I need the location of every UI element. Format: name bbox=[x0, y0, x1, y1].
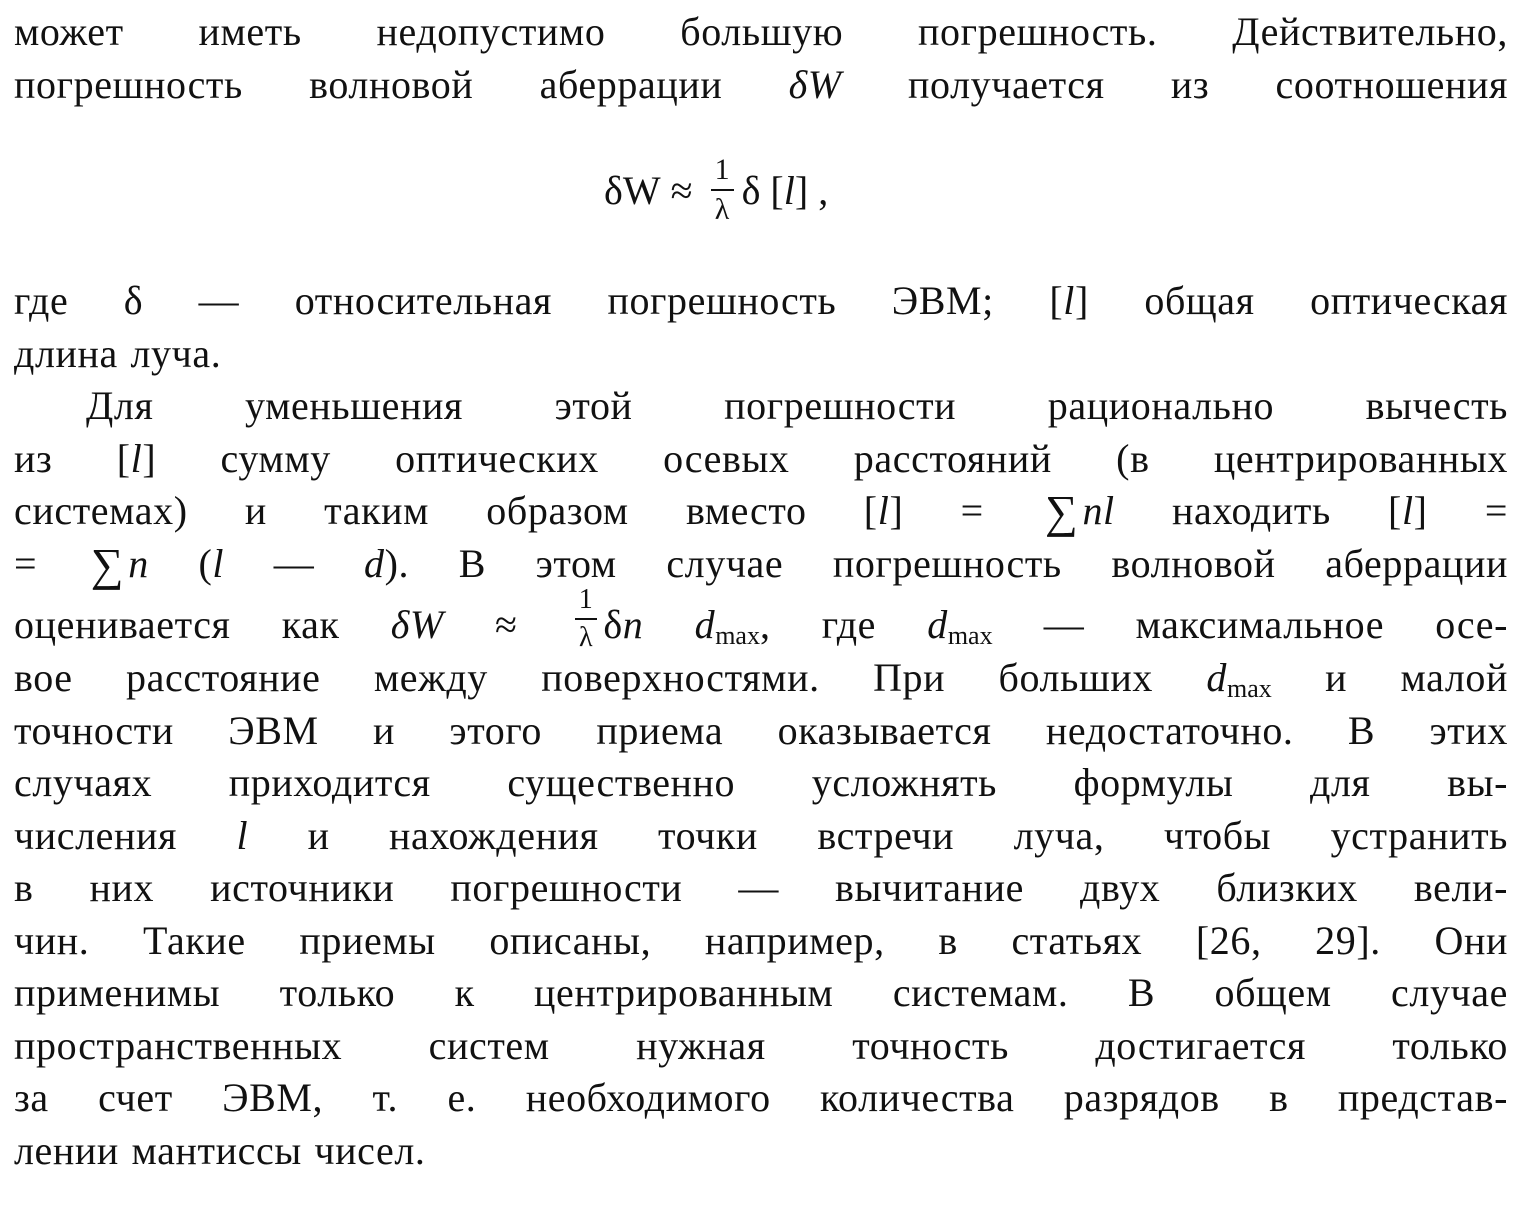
math-variable: l bbox=[1063, 278, 1075, 323]
text-run: , где bbox=[759, 602, 928, 647]
formula-bracket: ] bbox=[794, 167, 809, 213]
text-run: ). В этом случае погрешность волновой аберрации bbox=[384, 540, 1508, 586]
text-run: случаях приходится существенно усложнять формулы для вы- bbox=[14, 760, 1508, 805]
math-variable: δW bbox=[390, 602, 444, 647]
math-subscript: max bbox=[715, 621, 760, 650]
text-run: ≈ bbox=[443, 602, 569, 647]
math-variable: d bbox=[927, 602, 948, 647]
text-run: точности ЭВМ и этого приема оказывается недостаточно. В этих bbox=[14, 707, 1508, 753]
text-run: = bbox=[14, 540, 87, 586]
math-variable: n bbox=[622, 602, 644, 647]
math-variable: l bbox=[783, 167, 795, 213]
text-run: может иметь недопустимо большую погрешность. Действительно, bbox=[14, 9, 1508, 54]
text-run: ] общая оптическая bbox=[1074, 278, 1508, 323]
paragraph-definition bbox=[14, 275, 1508, 380]
fraction-numerator: 1 bbox=[711, 155, 734, 191]
text-line bbox=[14, 59, 1508, 112]
math-variable: l bbox=[212, 540, 225, 586]
formula-delta: δ bbox=[741, 167, 771, 213]
text-run: в них источники погрешности — вычитание двух близких вели- bbox=[14, 865, 1508, 910]
formula-content bbox=[604, 155, 828, 225]
math-variable: d bbox=[363, 540, 385, 586]
text-run: числения bbox=[14, 812, 237, 858]
text-line bbox=[14, 6, 1508, 59]
text-run: ] = bbox=[889, 488, 1042, 533]
text-line bbox=[14, 1125, 1508, 1178]
text-line: = ∑ n (l — d). В этом случае погрешность волновой аберрации bbox=[14, 538, 1508, 590]
text-line bbox=[14, 328, 1508, 381]
text-run: получается из соотношения bbox=[841, 61, 1508, 107]
text-line bbox=[14, 275, 1508, 328]
text-line bbox=[14, 1072, 1508, 1125]
math-variable: nl bbox=[1082, 488, 1115, 533]
text-line bbox=[14, 380, 1508, 433]
formula-bracket: [ bbox=[770, 167, 784, 213]
text-run: оценивается как bbox=[14, 602, 391, 647]
text-line bbox=[14, 757, 1508, 810]
text-line bbox=[14, 705, 1508, 758]
paragraph-intro bbox=[14, 6, 1508, 111]
text-line bbox=[14, 915, 1508, 968]
text-line bbox=[14, 862, 1508, 915]
text-line bbox=[14, 810, 1508, 863]
text-run: и нахождения точки встречи луча, чтобы устранить bbox=[248, 812, 1508, 858]
text-run: системах) и таким образом вместо [ bbox=[14, 488, 878, 533]
text-run: применимы только к центрированным системам. В общем случае bbox=[14, 970, 1508, 1015]
math-variable: d bbox=[694, 602, 716, 647]
text-line bbox=[14, 583, 1508, 653]
text-run: вое расстояние между поверхностями. При больших bbox=[14, 655, 1207, 700]
math-variable: l bbox=[236, 812, 249, 858]
text-run: ] = bbox=[1413, 488, 1509, 533]
math-variable: l bbox=[130, 435, 143, 481]
formula-approx-sign: ≈ bbox=[660, 167, 703, 213]
text-line: системах) и таким образом вместо [l] = ∑ nl находить [l] = bbox=[14, 486, 1509, 537]
text-run: и малой bbox=[1271, 655, 1509, 700]
formula-fraction bbox=[711, 155, 734, 225]
math-subscript: max bbox=[947, 621, 993, 650]
text-run: где δ — относительная погрешность ЭВМ; [ bbox=[14, 278, 1064, 323]
text-run: чин. Такие приемы описаны, например, в статьях [26, 29]. Они bbox=[14, 917, 1508, 963]
text-run: ( bbox=[148, 540, 213, 586]
math-variable: l bbox=[877, 488, 890, 533]
fraction-numerator: 1 bbox=[575, 586, 598, 620]
text-run: за счет ЭВМ, т. е. необходимого количества разрядов в представ- bbox=[14, 1075, 1508, 1120]
text-run: длина луча. bbox=[14, 330, 222, 376]
inline-fraction bbox=[575, 583, 598, 653]
math-variable: n bbox=[128, 540, 149, 586]
math-variable: l bbox=[1401, 488, 1414, 533]
text-run: находить [ bbox=[1114, 488, 1402, 533]
text-run: — bbox=[224, 540, 364, 586]
paragraph-main bbox=[14, 380, 1508, 1177]
text-run: ] сумму оптических осевых расстояний (в центрированных bbox=[142, 435, 1508, 481]
text-run: δ bbox=[603, 602, 623, 647]
text-run: — максимальное осе- bbox=[992, 602, 1508, 647]
text-run: погрешность волновой аберрации bbox=[14, 61, 789, 107]
text-run: Для уменьшения этой погрешности рационально вычесть bbox=[86, 383, 1508, 428]
text-run: пространственных систем нужная точность достигается только bbox=[14, 1022, 1508, 1068]
text-run: из [ bbox=[14, 435, 131, 481]
fraction-denominator: λ bbox=[578, 621, 594, 653]
text-line bbox=[14, 967, 1508, 1020]
math-subscript: max bbox=[1226, 674, 1272, 703]
fraction-denominator: λ bbox=[714, 193, 730, 226]
math-variable: d bbox=[1206, 655, 1227, 700]
display-formula bbox=[14, 115, 1508, 265]
text-line bbox=[14, 1020, 1508, 1073]
text-line bbox=[14, 652, 1508, 705]
text-run: лении мантиссы чисел. bbox=[14, 1127, 426, 1173]
formula-lhs: δW bbox=[604, 167, 661, 213]
math-variable: δW bbox=[788, 61, 842, 107]
text-line bbox=[14, 433, 1508, 486]
formula-punctuation: , bbox=[808, 167, 829, 213]
